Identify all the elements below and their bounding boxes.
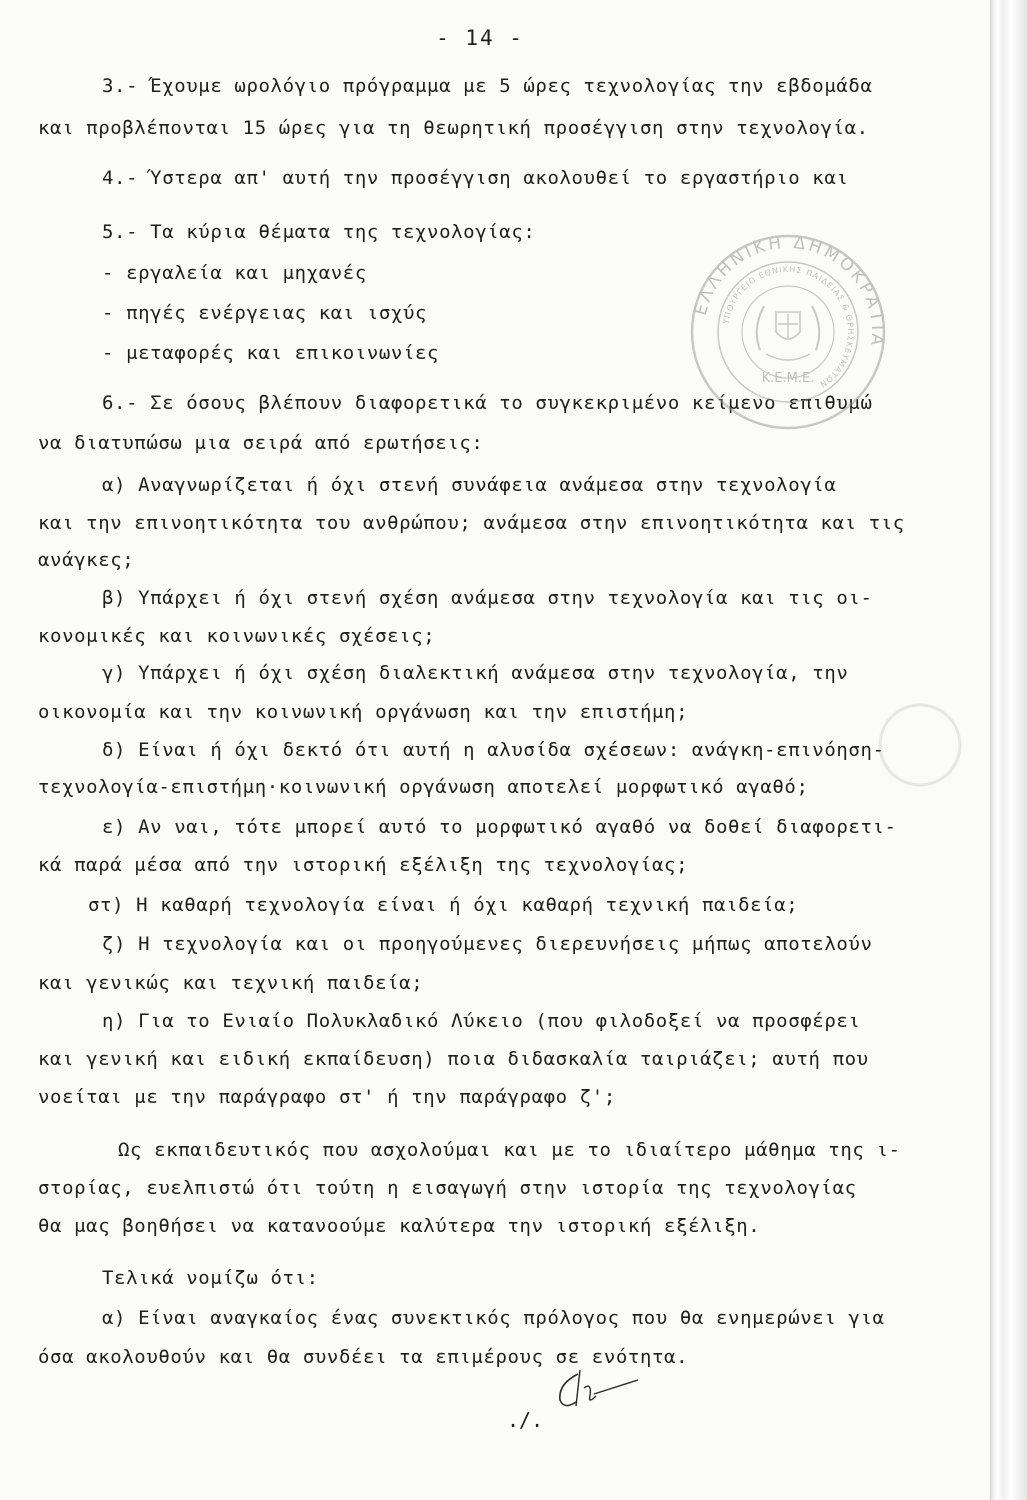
text-line: τεχνολογία-επιστήμη·κοινωνική οργάνωση αποτελεί μορφωτικό αγαθό; (38, 776, 809, 798)
stamp-outer-text: ΕΛΛΗΝΙΚΗ ΔΗΜΟΚΡΑΤΙΑ (690, 232, 888, 350)
text-line: στορίας, ευελπιστώ ότι τούτη η εισαγωγή στην ιστορία της τεχνολογίας (38, 1177, 857, 1199)
text-line: στ) Η καθαρή τεχνολογία είναι ή όχι καθαρή τεχνική παιδεία; (88, 894, 799, 916)
official-stamp-icon (688, 232, 888, 432)
text-line: α) Αναγνωρίζεται ή όχι στενή συνάφεια ανάμεσα στην τεχνολογία (102, 474, 837, 496)
binder-edge (990, 0, 1027, 1500)
bleed-through-seal-icon (860, 700, 980, 790)
text-line: β) Υπάρχει ή όχι στενή σχέση ανάμεσα στην τεχνολογία και τις οι- (102, 587, 873, 609)
text-line: θα μας βοηθήσει να κατανοούμε καλύτερα την ιστορική εξέλιξη. (38, 1215, 761, 1237)
list-item: - εργαλεία και μηχανές (102, 262, 367, 284)
text-line: Ως εκπαιδευτικός που ασχολούμαι και με το ιδιαίτερο μάθημα της ι- (118, 1139, 901, 1161)
continuation-mark: ./. (507, 1408, 544, 1432)
text-line: νοείται με την παράγραφο στ' ή την παράγραφο ζ'; (38, 1086, 616, 1108)
text-line: η) Για το Ενιαίο Πολυκλαδικό Λύκειο (που φιλοδοξεί να προσφέρει (102, 1010, 861, 1032)
page-number: - 14 - (436, 26, 524, 50)
text-line: οικονομία και την κοινωνική οργάνωση και την επιστήμη; (38, 701, 689, 723)
text-line: και προβλέπονται 15 ώρες για τη θεωρητική προσέγγιση στην τεχνολογία. (38, 117, 869, 139)
list-item: - πηγές ενέργειας και ισχύς (102, 302, 428, 324)
text-line: γ) Υπάρχει ή όχι σχέση διαλεκτική ανάμεσα στην τεχνολογία, την (102, 662, 849, 684)
text-line: όσα ακολουθούν και θα συνδέει τα επιμέρους σε ενότητα. (38, 1346, 689, 1368)
stamp-bottom-text: Κ.Ε.Μ.Ε. (761, 371, 815, 386)
text-line: ζ) Η τεχνολογία και οι προηγούμενες διερευνήσεις μήπως αποτελούν (102, 933, 873, 955)
stamp-inner-text: ΥΠΟΥΡΓΕΙΟ ΕΘΝΙΚΗΣ ΠΑΙΔΕΙΑΣ & ΘΡΗΣΚΕΥΜΑΤΩΝ (721, 264, 856, 390)
text-line: ανάγκες; (38, 549, 135, 571)
text-line: δ) Είναι ή όχι δεκτό ότι αυτή η αλυσίδα σχέσεων: ανάγκη-επινόηση- (102, 739, 885, 761)
text-line: κονομικές και κοινωνικές σχέσεις; (38, 625, 436, 647)
text-line: α) Είναι αναγκαίος ένας συνεκτικός πρόλογος που θα ενημερώνει για (102, 1307, 885, 1329)
list-item: - μεταφορές και επικοινωνίες (102, 342, 440, 364)
signature-icon (548, 1366, 644, 1414)
text-line: Τελικά νομίζω ότι: (102, 1267, 319, 1289)
text-line: 3.- Έχουμε ωρολόγιο πρόγραμμα με 5 ώρες τεχνολογίας την εβδομάδα (102, 75, 873, 97)
text-line: και γενικώς και τεχνική παιδεία; (38, 972, 424, 994)
text-line: 6.- Σε όσους βλέπουν διαφορετικά το συγκεκριμένο κείμενο επιθυμώ (102, 392, 873, 414)
text-line: και γενική και ειδική εκπαίδευση) ποια διδασκαλία ταιριάζει; αυτή που (38, 1048, 869, 1070)
text-line: 4.- Ύστερα απ' αυτή την προσέγγιση ακολουθεί το εργαστήριο και (102, 167, 849, 189)
text-line: 5.- Τα κύρια θέματα της τεχνολογίας: (102, 221, 536, 243)
text-line: και την επινοητικότητα του ανθρώπου; ανάμεσα στην επινοητικότητα και τις (38, 512, 905, 534)
text-line: να διατυπώσω μια σειρά από ερωτήσεις: (38, 432, 484, 454)
text-line: κά παρά μέσα από την ιστορική εξέλιξη της τεχνολογίας; (38, 854, 689, 876)
text-line: ε) Αν ναι, τότε μπορεί αυτό το μορφωτικό αγαθό να δοθεί διαφορετι- (102, 816, 897, 838)
